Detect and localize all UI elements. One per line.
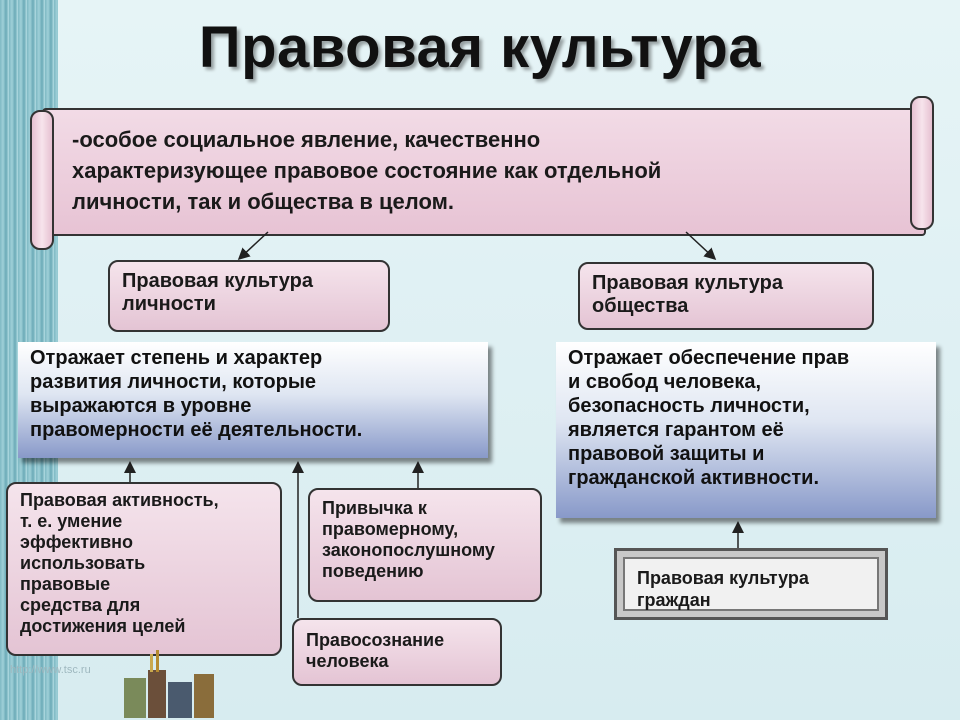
society-description-line: правовой защиты и [568,443,765,465]
society-description-line: является гарантом её [568,419,784,441]
citizens-culture-frame [614,548,888,620]
consciousness-line: человека [306,651,389,671]
consciousness-line: Правосознание [306,630,445,650]
arrow-to-society [686,232,714,258]
personal-description-line: развития личности, которые [30,371,317,393]
personal-description-line: выражаются в уровне [30,395,252,417]
activity-line: средства для [20,595,141,615]
lawful-habit-box [308,488,542,602]
citizens-line: Правовая культура [637,568,809,588]
society-description-banner [556,342,936,518]
legal-activity-box [6,482,282,656]
personal-description-line: Отражает степень и характер [30,347,323,369]
watermark: http://www.tsc.ru [10,664,91,676]
society-description-line: Отражает обеспечение прав [568,347,850,369]
citizens-culture-inner [623,557,879,611]
habit-line: правомерному, [322,519,459,539]
activity-line: использовать [20,553,146,573]
personal-description-line: правомерности её деятельности. [30,419,363,441]
citizens-line: граждан [637,590,711,610]
habit-line: поведению [322,561,424,581]
personal-description-banner [18,342,488,458]
arrow-to-personal [240,232,268,258]
society-heading-line: Правовая культура [592,272,783,294]
society-description-line: и свобод человека, [568,371,762,393]
habit-line: Привычка к [322,498,427,518]
activity-line: эффективно [20,532,134,552]
legal-consciousness-box [292,618,502,686]
books-illustration [120,648,220,720]
society-description-line: безопасность личности, [568,395,810,417]
activity-line: достижения целей [20,616,186,636]
activity-line: Правовая активность, [20,490,219,510]
habit-line: законопослушному [322,540,495,560]
personal-heading-line: личности [122,293,216,315]
definition-line: личности, так и общества в целом. [72,189,454,214]
definition-line: -особое социальное явление, качественно [72,127,541,152]
society-culture-box [578,262,874,330]
personal-heading-line: Правовая культура [122,270,313,292]
personal-culture-box [108,260,390,332]
page-title: Правовая культура [198,15,762,80]
activity-line: правовые [20,574,111,594]
society-heading-line: общества [592,295,689,317]
activity-line: т. е. умение [20,511,123,531]
society-description-line: гражданской активности. [568,467,820,489]
definition-line: характеризующее правовое состояние как отдельной [72,158,662,183]
